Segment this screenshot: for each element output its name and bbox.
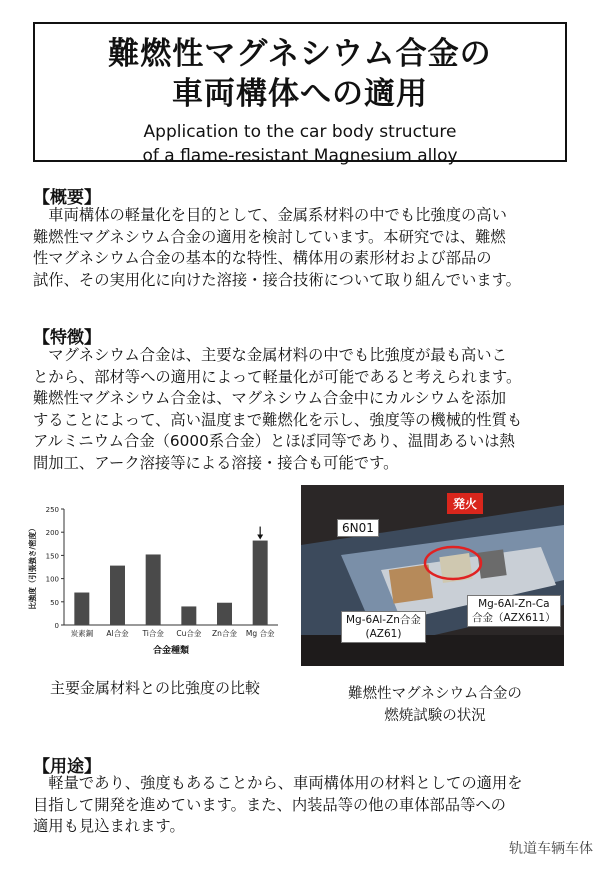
- label-6n01: 6N01: [337, 519, 379, 537]
- x-tick-label: Ti合金: [142, 629, 164, 638]
- label-az61-line2: (AZ61): [365, 628, 402, 640]
- features-line: マグネシウム合金は、主要な金属材料の中でも比強度が最も高いこ: [33, 346, 507, 364]
- bar: [253, 541, 268, 625]
- overview-line: 車両構体の軽量化を目的として、金属系材料の中でも比強度の高い: [33, 206, 507, 224]
- title-jp-line2: 車両構体への適用: [172, 76, 428, 112]
- x-tick-label: Cu合金: [176, 629, 202, 638]
- title-jp: [35, 34, 565, 114]
- x-tick-label: Zn合金: [212, 629, 237, 638]
- y-tick-label: 150: [45, 552, 59, 561]
- chart-caption: 主要金属材料との比強度の比較: [49, 679, 260, 697]
- overview-line: 試作、その実用化に向けた溶接・接合技術について取り組んでいます。: [33, 270, 521, 289]
- photo-caption: [310, 683, 560, 727]
- label-az61-line1: Mg-6Al-Zn合金: [346, 614, 421, 626]
- watermark: 轨道车辆车体: [509, 841, 593, 857]
- title-box: [33, 22, 567, 166]
- title-en-line2: of a flame-resistant Magnesium alloy: [142, 146, 458, 166]
- y-tick-label: 100: [45, 575, 59, 584]
- y-tick-label: 200: [45, 529, 59, 538]
- features-text: [33, 345, 593, 474]
- features-line: することによって、高い温度まで難燃化を示し、強度等の機械的性質も: [33, 410, 523, 429]
- features-line: アルミニウム合金（6000系合金）とほぼ同等であり、温間あるいは熱: [33, 432, 515, 450]
- title-en: [35, 120, 565, 168]
- highlight-arrowhead: [257, 535, 263, 540]
- y-tick-label: 250: [45, 506, 59, 514]
- bar: [217, 603, 232, 625]
- overview-line: 性マグネシウム合金の基本的な特性、構体用の素形材および部品の: [33, 249, 492, 267]
- features-line: 難燃性マグネシウム合金は、マグネシウム合金中にカルシウムを添加: [33, 389, 507, 407]
- usage-line: 適用も見込まれます。: [33, 817, 185, 835]
- photo-caption-line2: 燃焼試験の状況: [384, 708, 486, 724]
- features-heading: 【特徴】: [33, 328, 101, 348]
- x-tick-label: Al合金: [106, 629, 129, 638]
- label-azx611-line1: Mg-6Al-Zn-Ca: [478, 598, 550, 610]
- usage-line: 軽量であり、強度もあることから、車両構体用の材料としての適用を: [33, 774, 523, 792]
- x-tick-label: 炭素鋼: [70, 629, 94, 638]
- strength-chart: [20, 497, 290, 667]
- x-axis-label: 合金種類: [152, 646, 190, 656]
- overview-heading: 【概要】: [33, 188, 101, 208]
- bar: [74, 593, 89, 625]
- x-tick-label: Mg 合金: [245, 629, 275, 638]
- label-azx611: [467, 595, 561, 627]
- combustion-test-photo: [301, 485, 564, 666]
- photo-caption-line1: 難燃性マグネシウム合金の: [348, 686, 522, 702]
- overview-line: 難燃性マグネシウム合金の適用を検討しています。本研究では、難燃: [33, 227, 506, 246]
- features-line: 間加工、アーク溶接等による溶接・接合も可能です。: [33, 453, 399, 472]
- label-az61: [341, 611, 426, 643]
- usage-text: [33, 773, 593, 838]
- y-axis-label: 比強度（引張強さ/密度）: [28, 524, 37, 610]
- features-line: とから、部材等への適用によって軽量化が可能であると考えられます。: [33, 367, 522, 386]
- title-jp-line1: 難燃性マグネシウム合金の: [108, 36, 492, 72]
- overview-text: [33, 205, 593, 291]
- fire-label: 発火: [447, 493, 483, 514]
- bar: [181, 606, 196, 625]
- bar: [146, 554, 161, 625]
- label-azx611-line2: 合金（AZX611）: [472, 612, 556, 624]
- title-en-line1: Application to the car body structure: [143, 122, 457, 142]
- y-tick-label: 0: [54, 622, 59, 630]
- usage-line: 目指して開発を進めています。また、内装品等の他の車体部品等への: [33, 795, 506, 814]
- usage-heading: 【用途】: [33, 757, 101, 777]
- y-tick-label: 50: [50, 598, 59, 607]
- bar: [110, 566, 125, 625]
